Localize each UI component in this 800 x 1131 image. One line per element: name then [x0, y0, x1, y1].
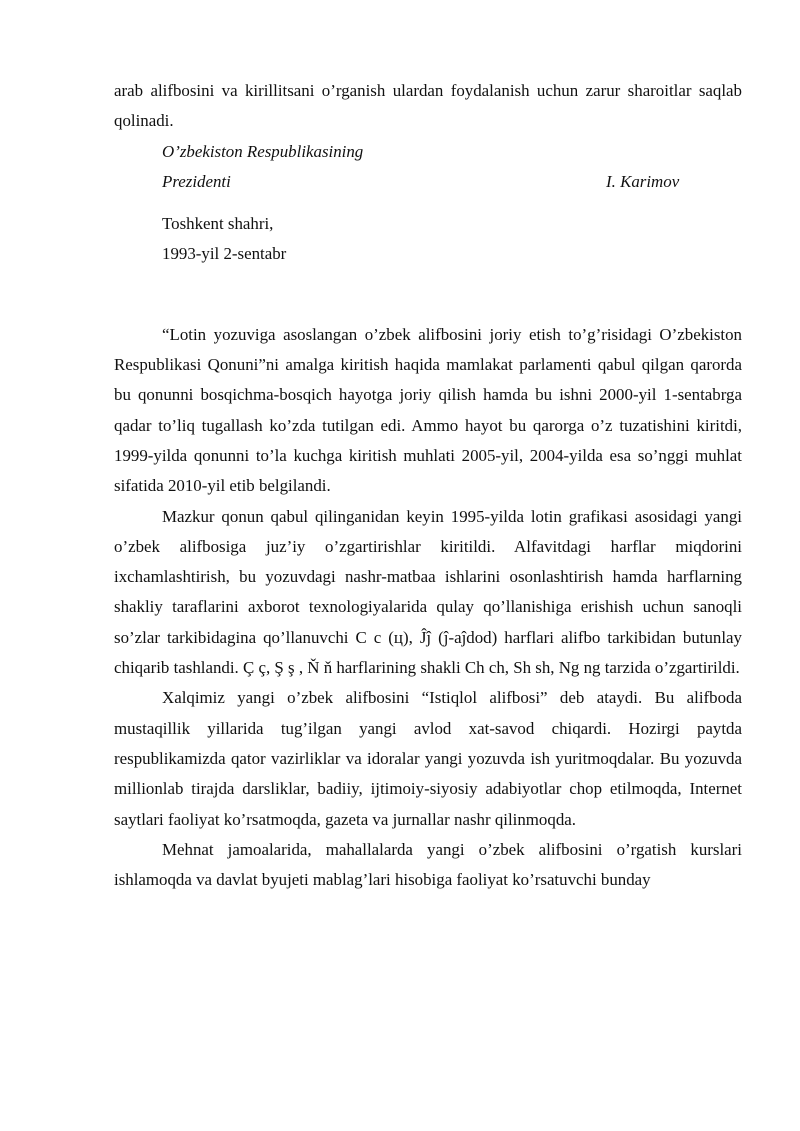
signature-name: I. Karimov	[606, 171, 680, 191]
signature-title-line	[114, 137, 742, 167]
intro-paragraph: arab alifbosini va kirillitsani o’rganish ulardan foydalanish uchun zarur sharoitlar saqlab qolinadi.	[114, 81, 742, 131]
signature-position-line	[114, 167, 742, 197]
spacer	[114, 197, 742, 209]
body-paragraph: Mehnat jamoalarida, mahallalarda yangi o’zbek alifbosini o’rgatish kurslari ishlamoqda va davlat byujeti mablag’lari hisobiga faoliyat ko’rsatuvchi bunday	[114, 839, 742, 890]
body-paragraph: “Lotin yozuviga asoslangan o’zbek alifbosini joriy etish to’g’risidagi O’zbekiston Respublikasi Qonuni”ni amalga kiritish haqida mamlakat parlamenti qabul qilgan qarorda bu qonunni bosqichma-bosqich hayotga joriy qilish hamda bu ishni 2000-yil 1-sentabrga qadar to’liq tugallash ko’zda tutilgan edi. Ammo hayot bu qarorga o’z tuzatishini kiritdi, 1999-yilda qonunni to’la kuchga kiritish muhlati 2005-yil, 2004-yilda esa so’nggi muhlat sifatida 2010-yil etib belgilandi.	[114, 324, 742, 496]
signature-position: Prezidenti	[162, 171, 231, 191]
signature-title-text: O’zbekiston Respublikasining	[162, 141, 364, 161]
document-page	[114, 76, 742, 895]
body-paragraph: Xalqimiz yangi o’zbek alifbosini “Istiqlol alifbosi” deb ataydi. Bu alifboda mustaqillik yillarida tug’ilgan yangi avlod xat-savod chiqardi. Hozirgi paytda respublikamizda qator vazirliklar va idoralar yangi yozuvda ish yuritmoqdalar. Bu yozuvda millionlab tirajda darsliklar, badiiy, ijtimoiy-siyosiy adabiyotlar chop etilmoqda, Internet saytlari faoliyat ko’rsatmoqda, gazeta va jurnallar nashr qilinmoqda.	[114, 688, 742, 829]
place-date: 1993-yil 2-sentabr	[162, 244, 287, 264]
body-paragraph: Mazkur qonun qabul qilinganidan keyin 1995-yilda lotin grafikasi asosidagi yangi o’zbek alifbosiga juz’iy o’zgartirishlar kiritildi. Alfavitdagi harflar miqdorini ixchamlashtirish, bu yozuvdagi nashr-matbaa ishlarini osonlashtirish hamda harflarning shakliy taraflarini axborot texnologiyalarida qulay qo’llanishiga erishish uchun sanoqli so’zlar tarkibidagina qo’llanuvchi C c (ц), Ĵĵ (ĵ-aĵdod) harflari alifbo tarkibidan butunlay chiqarib tashlandi. Ç ç, Ş ş , Ň ň harflarining shakli Ch ch, Sh sh, Ng ng tarzida o’zgartirildi.	[114, 506, 742, 678]
place-city: Toshkent shahri,	[162, 214, 274, 234]
spacer	[114, 270, 742, 320]
